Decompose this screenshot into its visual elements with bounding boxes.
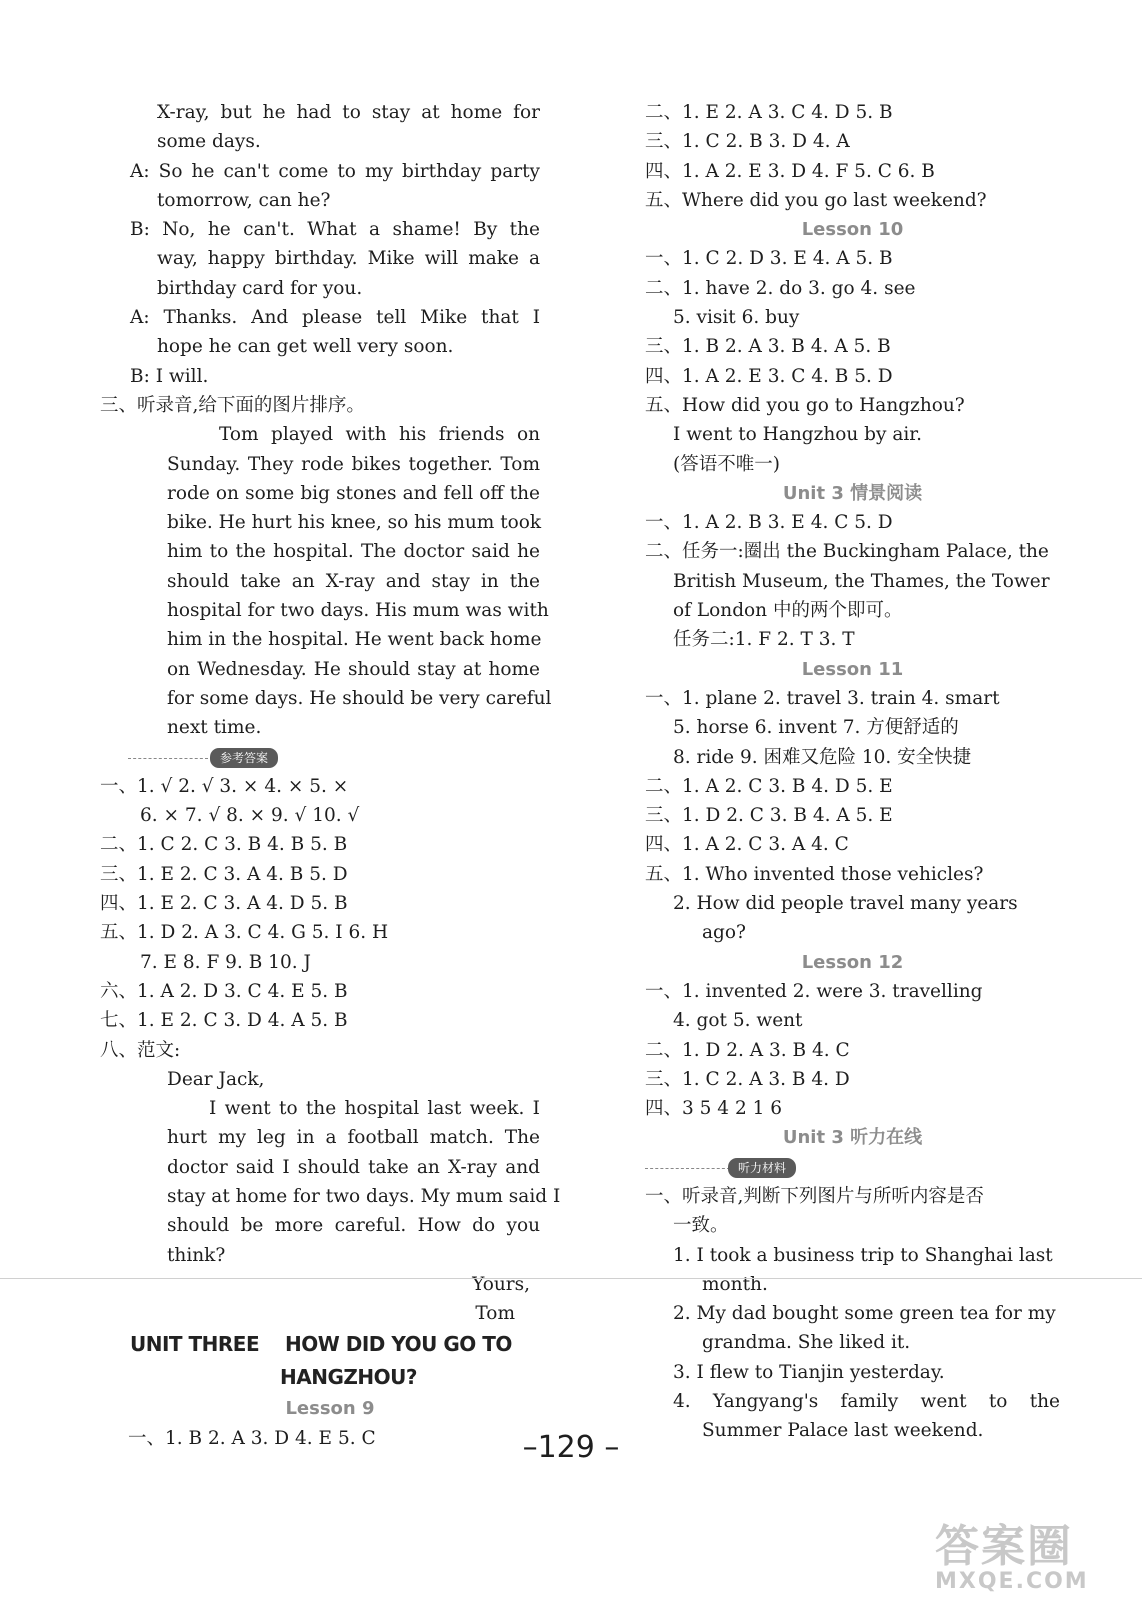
story-line: for some days. He should be very careful	[167, 687, 552, 709]
answer-line: 一、1. C 2. D 3. E 4. A 5. B	[645, 248, 893, 270]
answer-line: 任务二:1. F 2. T 3. T	[673, 629, 855, 651]
answer-line: 四、1. E 2. C 3. A 4. D 5. B	[100, 893, 348, 915]
listening-item: 3. I flew to Tianjin yesterday.	[673, 1361, 945, 1383]
answer-line: 八、范文:	[100, 1039, 181, 1061]
letter-line: doctor said I should take an X-ray and	[167, 1156, 540, 1178]
answer-line: 三、1. C 2. B 3. D 4. A	[645, 131, 850, 153]
story-paragraph	[130, 420, 552, 742]
answer-line: (答语不唯一)	[673, 453, 780, 475]
letter-closing: Yours,	[472, 1273, 530, 1295]
unit-title: UNIT THREE HOW DID YOU GO TO	[130, 1332, 512, 1357]
listening-item: 4. Yangyang's family went to the	[673, 1391, 1060, 1413]
unit-title-cont: HANGZHOU?	[280, 1365, 417, 1390]
dialogue-line: X-ray, but he had to stay at home for	[157, 102, 540, 123]
answer-line: 二、1. A 2. C 3. B 4. D 5. E	[645, 775, 893, 797]
dialogue-line: B: I will.	[130, 365, 209, 387]
letter-greeting: Dear Jack,	[167, 1068, 265, 1090]
section-heading: 三、听录音,给下面的图片排序。	[100, 394, 365, 416]
answer-line: 六、1. A 2. D 3. C 4. E 5. B	[100, 980, 348, 1002]
answer-line: 二、1. E 2. A 3. C 4. D 5. B	[645, 102, 893, 123]
letter-line: I went to the hospital last week. I	[209, 1098, 540, 1120]
lesson-heading: Lesson 11	[801, 658, 904, 680]
answer-line: 三、1. E 2. C 3. A 4. B 5. D	[100, 863, 348, 885]
dialogue-line: tomorrow, can he?	[157, 189, 331, 211]
answer-line: 一、1. B 2. A 3. D 4. E 5. C	[128, 1427, 376, 1449]
page-divider	[0, 1278, 1142, 1279]
letter-line: think?	[167, 1244, 226, 1266]
answer-line: 5. visit 6. buy	[673, 307, 800, 329]
right-column	[645, 98, 1060, 1446]
story-line: Sunday. They rode bikes together. Tom	[167, 453, 540, 475]
answer-line: 四、1. A 2. C 3. A 4. C	[645, 834, 849, 856]
dialogue-line: A: Thanks. And please tell Mike that I	[130, 307, 540, 329]
dialogue-line: some days.	[157, 131, 261, 153]
answer-line: 4. got 5. went	[673, 1010, 803, 1032]
unit-heading: Unit 3 听力在线	[782, 1127, 923, 1149]
left-column	[100, 98, 561, 1453]
letter-line: hurt my leg in a football match. The	[167, 1127, 540, 1149]
listening-label: 听力材料	[728, 1158, 796, 1178]
answer-line: 五、How did you go to Hangzhou?	[645, 394, 965, 416]
lesson-heading: Lesson 9	[285, 1398, 375, 1420]
answer-line: 七、1. E 2. C 3. D 4. A 5. B	[100, 1010, 348, 1032]
dialogue-line: birthday card for you.	[157, 277, 363, 299]
answers-banner	[128, 743, 298, 772]
section-heading: 一、听录音,判断下列图片与所听内容是否	[645, 1185, 984, 1207]
listening-item: month.	[702, 1273, 768, 1295]
lesson-heading: Lesson 12	[801, 951, 904, 973]
answer-line: 五、1. D 2. A 3. C 4. G 5. I 6. H	[100, 922, 389, 944]
story-line: on Wednesday. He should stay at home	[167, 658, 540, 680]
answer-line: 五、Where did you go last weekend?	[645, 189, 987, 211]
page-number: –129 –	[522, 1430, 620, 1465]
dialogue-line: hope he can get well very soon.	[157, 336, 454, 358]
listening-item: grandma. She liked it.	[702, 1332, 911, 1354]
story-line: him in the hospital. He went back home	[167, 629, 542, 651]
answer-line: ago?	[702, 922, 746, 944]
story-line: him to the hospital. The doctor said he	[167, 541, 540, 563]
lesson-heading: Lesson 10	[801, 219, 904, 241]
answer-block	[100, 772, 540, 1065]
dialogue-line: B: No, he can't. What a shame! By the	[130, 219, 540, 241]
listening-item: 2. My dad bought some green tea for my	[673, 1303, 1056, 1325]
answer-line: 四、1. A 2. E 3. C 4. B 5. D	[645, 365, 893, 387]
letter-signature: Tom	[475, 1303, 515, 1325]
answer-line: 二、1. C 2. C 3. B 4. B 5. B	[100, 834, 348, 856]
answer-line: 五、1. Who invented those vehicles?	[645, 863, 984, 885]
answer-line: 一、1. √ 2. √ 3. × 4. × 5. ×	[100, 775, 349, 797]
listening-banner	[645, 1153, 820, 1182]
answer-line: British Museum, the Thames, the Tower	[673, 570, 1050, 592]
sample-letter	[130, 1065, 561, 1329]
answer-line: 三、1. D 2. C 3. B 4. A 5. E	[645, 805, 893, 827]
story-line: Tom played with his friends on	[219, 424, 540, 446]
answer-line: 四、3 5 4 2 1 6	[645, 1098, 783, 1120]
answer-line: 2. How did people travel many years	[673, 893, 1018, 915]
letter-line: stay at home for two days. My mum said I	[167, 1185, 561, 1207]
story-line: should take an X-ray and stay in the	[167, 570, 540, 592]
story-line: rode on some big stones and fell off the	[167, 482, 540, 504]
answer-line: 三、1. C 2. A 3. B 4. D	[645, 1068, 850, 1090]
story-line: hospital for two days. His mum was with	[167, 600, 549, 622]
answer-line: 二、1. D 2. A 3. B 4. C	[645, 1039, 850, 1061]
watermark-logo	[935, 1521, 1135, 1595]
unit-heading: Unit 3 情景阅读	[782, 482, 923, 504]
answer-line: 三、1. B 2. A 3. B 4. A 5. B	[645, 336, 891, 358]
dialogue-line: way, happy birthday. Mike will make a	[157, 248, 540, 270]
dialogue-line: A: So he can't come to my birthday party	[130, 160, 540, 182]
answer-line: 一、1. plane 2. travel 3. train 4. smart	[645, 687, 1000, 709]
answer-line: 8. ride 9. 困难又危险 10. 安全快捷	[673, 746, 972, 768]
listening-item: 1. I took a business trip to Shanghai last	[673, 1244, 1053, 1266]
listening-item: Summer Palace last weekend.	[702, 1420, 984, 1442]
answer-line: I went to Hangzhou by air.	[673, 424, 922, 446]
answer-line: 二、1. have 2. do 3. go 4. see	[645, 277, 916, 299]
letter-line: should be more careful. How do you	[167, 1215, 540, 1237]
answer-line: 6. × 7. √ 8. × 9. √ 10. √	[140, 805, 360, 827]
answer-line: of London 中的两个即可。	[673, 600, 903, 622]
answer-line: 7. E 8. F 9. B 10. J	[140, 951, 311, 973]
answer-line: 一、1. invented 2. were 3. travelling	[645, 980, 983, 1002]
section-heading: 一致。	[673, 1215, 729, 1237]
answer-line: 四、1. A 2. E 3. D 4. F 5. C 6. B	[645, 160, 935, 182]
answer-line: 二、任务一:圈出 the Buckingham Palace, the	[645, 541, 1049, 563]
story-line: next time.	[167, 717, 262, 739]
story-line: bike. He hurt his knee, so his mum took	[167, 512, 542, 534]
watermark-site: MXQE.COM	[935, 1569, 1089, 1594]
answer-line: 5. horse 6. invent 7. 方便舒适的	[673, 717, 959, 739]
answer-line: 一、1. A 2. B 3. E 4. C 5. D	[645, 512, 893, 534]
answers-label: 参考答案	[210, 748, 278, 768]
watermark-logo-text: 答案圈	[935, 1521, 1073, 1572]
